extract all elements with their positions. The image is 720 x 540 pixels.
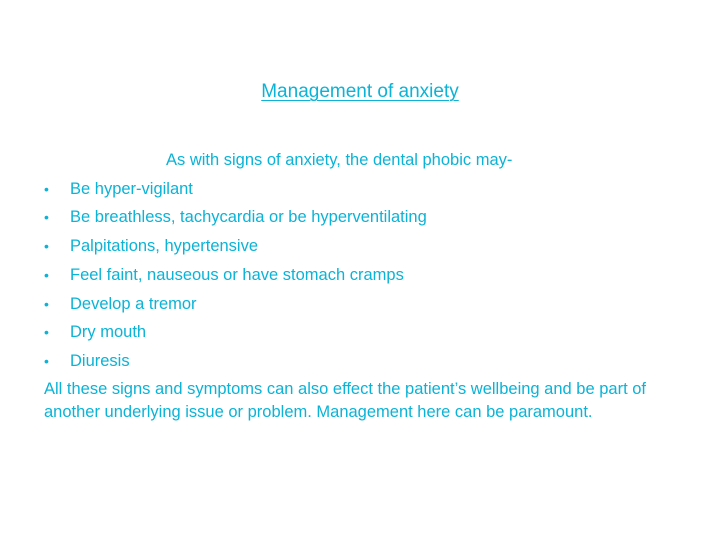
list-item (44, 232, 684, 261)
bullet-icon: • (44, 238, 49, 255)
list-item-text: Be hyper-vigilant (70, 179, 193, 198)
intro-text: As with signs of anxiety, the dental phobic may- (166, 151, 513, 169)
list-item (44, 318, 684, 347)
list-item-text: Diuresis (70, 351, 130, 370)
bullet-icon: • (44, 352, 49, 369)
list-item-text: Dry mouth (70, 323, 147, 342)
slide-body (44, 146, 684, 425)
list-item (44, 261, 684, 290)
list-item-text: Feel faint, nauseous or have stomach cramps (70, 265, 404, 284)
bullet-list (44, 175, 684, 376)
slide-title: Management of anxiety (261, 81, 459, 102)
bullet-icon: • (44, 324, 49, 341)
bullet-icon: • (44, 295, 49, 312)
list-item-text: Be breathless, tachycardia or be hyperventilating (70, 208, 427, 227)
bullet-icon: • (44, 180, 49, 197)
list-item (44, 203, 684, 232)
bullet-icon: • (44, 266, 49, 283)
bullet-icon: • (44, 209, 49, 226)
list-item (44, 175, 684, 204)
closing-paragraph: All these signs and symptoms can also effect the patient’s wellbeing and be part of another underlying issue or problem. Management here can be paramount. (44, 379, 647, 422)
list-item (44, 347, 684, 376)
list-item-text: Develop a tremor (70, 294, 197, 313)
list-item-text: Palpitations, hypertensive (70, 237, 259, 256)
list-item (44, 290, 684, 319)
